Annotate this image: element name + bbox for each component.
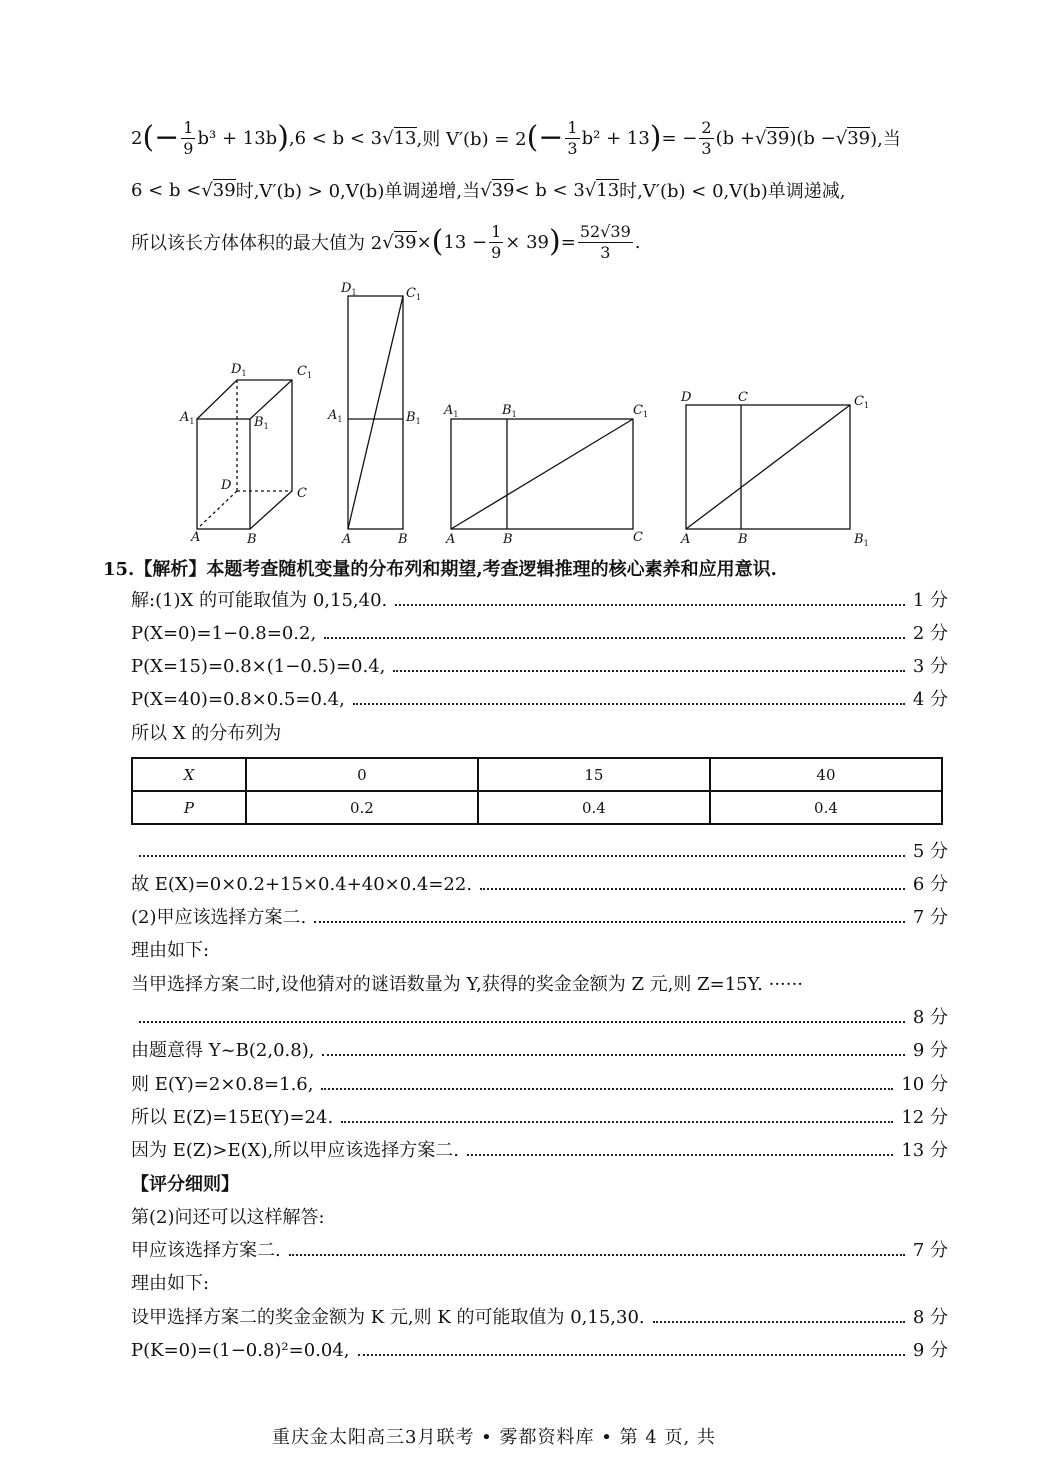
math-text: 13 −	[443, 231, 488, 253]
page-footer: 重庆金太阳高三3月联考 • 雾都资料库 • 第 4 页, 共	[272, 1427, 716, 1448]
vertex-label: $C_1$	[406, 286, 422, 302]
dot-leader	[653, 1321, 905, 1323]
math-text: ),当	[870, 129, 901, 150]
math-text: < b < 3	[514, 179, 585, 201]
radicand: 13	[393, 127, 417, 149]
vertex-label: $A_1$	[444, 403, 459, 419]
score: 4 分	[912, 689, 948, 710]
solution-line	[131, 938, 948, 964]
line-text: 则 E(Y)=2×0.8=1.6,	[131, 1074, 314, 1095]
vertex-label: B	[398, 532, 408, 547]
table-cell: 0	[246, 758, 478, 791]
math-text: =	[560, 231, 576, 253]
dot-leader	[341, 1121, 893, 1123]
math-text: .	[634, 231, 641, 253]
vertex-label: B	[503, 532, 513, 547]
math-text: (b +	[715, 127, 755, 149]
solution-line	[131, 872, 948, 898]
question-heading	[103, 555, 777, 581]
radicand: 39	[491, 179, 515, 201]
cuboid-figures	[0, 0, 1049, 560]
solution-line	[131, 1072, 948, 1098]
solution-line	[131, 839, 948, 865]
dot-leader	[480, 888, 905, 890]
denominator: 3	[567, 138, 578, 158]
line-text: 解:(1)X 的可能取值为 0,15,40.	[131, 590, 388, 611]
solution-line	[131, 1305, 948, 1331]
math-text: 2	[131, 127, 143, 149]
numerator: 2	[701, 117, 712, 137]
vertex-label: $A_1$	[180, 410, 195, 426]
line-text: 理由如下:	[131, 1273, 210, 1294]
solution-line	[131, 905, 948, 931]
solution-line	[131, 621, 948, 647]
math-text: 时,V′(b) > 0,V(b)单调递增,当	[235, 181, 481, 202]
vertex-label: $A_1$	[328, 408, 343, 424]
line-text: 由题意得 Y~B(2,0.8),	[131, 1040, 315, 1061]
dot-leader	[322, 1054, 904, 1056]
math-text: )(b −	[789, 127, 836, 149]
solution-line	[131, 1172, 948, 1198]
vertex-label: C	[633, 530, 643, 545]
dot-leader	[393, 670, 904, 672]
dot-leader	[467, 1154, 893, 1156]
table-row	[132, 791, 942, 824]
table-cell: 0.4	[478, 791, 710, 824]
solution-line	[131, 972, 948, 998]
solution-line	[131, 1205, 948, 1231]
score: 13 分	[901, 1140, 948, 1161]
math-text: × 39	[505, 231, 550, 253]
dot-leader	[395, 604, 905, 606]
math-text: )	[549, 224, 561, 259]
numerator: 1	[183, 117, 194, 137]
vertex-label: A	[446, 532, 456, 547]
vertex-label: $C_1$	[297, 364, 313, 380]
table-cell: 0.4	[710, 791, 942, 824]
vertex-label: A	[342, 532, 352, 547]
line-text: 故 E(X)=0×0.2+15×0.4+40×0.4=22.	[131, 874, 473, 895]
figure-unfold-2	[451, 419, 633, 529]
radicand: 39	[393, 231, 417, 253]
vertex-label: D	[681, 390, 692, 405]
radical-sign: √	[835, 127, 848, 149]
math-text: )	[649, 120, 662, 155]
solution-line	[131, 687, 948, 713]
table-row	[132, 758, 942, 791]
vertex-label: $B_1$	[406, 410, 421, 426]
score: 6 分	[912, 874, 948, 895]
solution-line	[131, 1038, 948, 1064]
line-text: 第(2)问还可以这样解答:	[131, 1207, 325, 1228]
line-text: 当甲选择方案二时,设他猜对的谜语数量为 Y,获得的奖金金额为 Z 元,则 Z=15Y. ······	[131, 974, 803, 995]
dot-leader	[324, 637, 905, 639]
line-text: P(X=15)=0.8×(1−0.5)=0.4,	[131, 656, 386, 677]
score: 9 分	[912, 1340, 948, 1361]
analysis-text: 本题考查随机变量的分布列和期望,考查逻辑推理的核心素养和应用意识.	[206, 559, 777, 580]
math-text: ,6 < b < 3	[288, 127, 383, 149]
score: 2 分	[912, 623, 948, 644]
question-number: 15.	[103, 559, 135, 580]
math-text: (−	[526, 120, 564, 155]
radicand: 39	[212, 179, 236, 201]
table-cell: X	[132, 758, 246, 791]
score: 5 分	[912, 841, 948, 862]
line-text: 所以 X 的分布列为	[131, 723, 282, 744]
numerator: 1	[567, 117, 578, 137]
table-cell: 15	[478, 758, 710, 791]
score: 10 分	[901, 1074, 948, 1095]
radical-sign: √	[201, 179, 213, 201]
vertex-label: $D_1$	[231, 362, 247, 378]
math-text: 所以该长方体体积的最大值为 2	[131, 233, 383, 254]
line-text: 设甲选择方案二的奖金金额为 K 元,则 K 的可能取值为 0,15,30.	[131, 1307, 645, 1328]
score: 7 分	[912, 907, 948, 928]
line-text: 理由如下:	[131, 940, 210, 961]
math-text: (−	[142, 120, 180, 155]
solution-line	[131, 588, 948, 614]
line-text: 【评分细则】	[131, 1174, 239, 1195]
dot-leader	[358, 1354, 905, 1356]
figure-unfold-3	[686, 405, 850, 529]
vertex-label: A	[191, 530, 201, 545]
vertex-label: $C_1$	[633, 403, 649, 419]
vertex-label: $D_1$	[341, 281, 357, 297]
solution-line	[131, 1338, 948, 1364]
score: 12 分	[901, 1107, 948, 1128]
radical-sign: √	[480, 179, 492, 201]
solution-line	[131, 1138, 948, 1164]
vertex-label: D	[221, 478, 232, 493]
solution-line	[131, 1005, 948, 1031]
dot-leader	[314, 921, 905, 923]
denominator: 9	[183, 138, 194, 158]
table-cell: P	[132, 791, 246, 824]
vertex-label: $B_1$	[502, 403, 517, 419]
distribution-table	[131, 757, 943, 825]
radicand: 39	[847, 127, 871, 149]
figure-unfold-1	[348, 296, 403, 529]
radical-sign: √	[382, 231, 394, 253]
dot-leader	[289, 1254, 905, 1256]
solution-line	[131, 654, 948, 680]
vertex-label: B	[738, 532, 748, 547]
numerator: 52√39	[579, 221, 631, 241]
line-text: (2)甲应该选择方案二.	[131, 907, 307, 928]
numerator: 1	[491, 221, 502, 241]
math-text: (	[431, 224, 444, 259]
vertex-label: A	[681, 532, 691, 547]
math-text: )	[277, 120, 289, 155]
solution-line	[131, 1271, 948, 1297]
line-text: P(X=40)=0.8×0.5=0.4,	[131, 689, 345, 710]
radical-sign: √	[584, 179, 597, 201]
dot-leader	[139, 1021, 905, 1023]
vertex-label: $B_1$	[854, 532, 869, 548]
math-text: ,则 V′(b) = 2	[416, 129, 527, 150]
table-cell: 0.2	[246, 791, 478, 824]
line-text: 因为 E(Z)>E(X),所以甲应该选择方案二.	[131, 1140, 459, 1161]
line-text: 甲应该选择方案二.	[131, 1240, 281, 1261]
vertex-label: $C_1$	[854, 394, 870, 410]
line-text: P(K=0)=(1−0.8)²=0.04,	[131, 1340, 350, 1361]
line-text: 所以 E(Z)=15E(Y)=24.	[131, 1107, 334, 1128]
dot-leader	[321, 1088, 893, 1090]
math-text: b² + 13	[581, 127, 650, 149]
denominator: 3	[600, 242, 611, 262]
math-text: = −	[661, 127, 698, 149]
vertex-label: C	[738, 390, 748, 405]
score: 8 分	[912, 1007, 948, 1028]
solution-line	[131, 1105, 948, 1131]
dot-leader	[139, 855, 905, 857]
score: 8 分	[912, 1307, 948, 1328]
radical-sign: √	[754, 127, 767, 149]
score: 3 分	[912, 656, 948, 677]
dot-leader	[353, 703, 905, 705]
radicand: 13	[596, 179, 620, 201]
denominator: 3	[701, 138, 712, 158]
math-text: b³ + 13b	[197, 127, 278, 149]
analysis-tag: 【解析】	[134, 559, 207, 580]
score: 1 分	[912, 590, 948, 611]
score: 9 分	[912, 1040, 948, 1061]
radicand: 39	[766, 127, 790, 149]
table-cell: 40	[710, 758, 942, 791]
math-text: ×	[416, 231, 432, 253]
math-text: 6 < b <	[131, 179, 202, 201]
denominator: 9	[491, 242, 502, 262]
math-text: 时,V′(b) < 0,V(b)单调递减,	[619, 181, 846, 202]
line-text: P(X=0)=1−0.8=0.2,	[131, 623, 317, 644]
solution-line	[131, 721, 948, 747]
solution-line	[131, 1238, 948, 1264]
radical-sign: √	[382, 127, 394, 149]
vertex-label: C	[297, 486, 307, 501]
figure-cuboid	[197, 380, 292, 529]
score: 7 分	[912, 1240, 948, 1261]
vertex-label: B	[247, 532, 257, 547]
vertex-label: $B_1$	[254, 415, 269, 431]
